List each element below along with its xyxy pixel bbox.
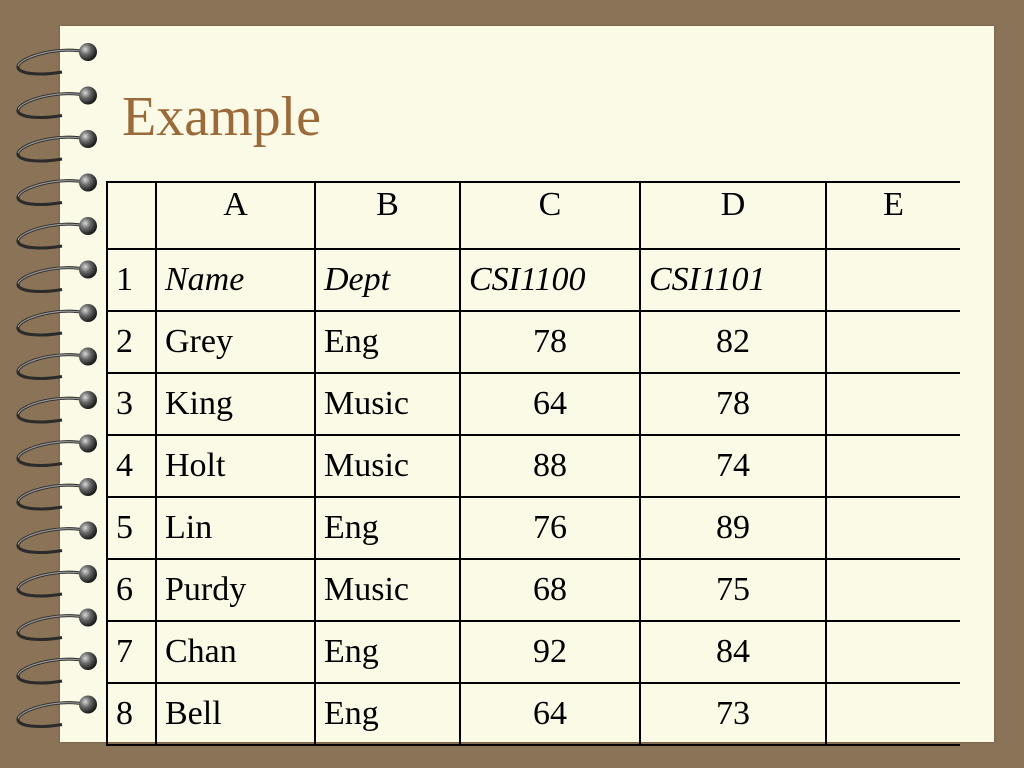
table-cell — [826, 683, 960, 745]
table-cell: 73 — [640, 683, 826, 745]
row-number-cell: 3 — [107, 373, 156, 435]
table-cell: 89 — [640, 497, 826, 559]
table-row — [107, 559, 960, 621]
table-cell: Holt — [156, 435, 315, 497]
row-number-cell: 8 — [107, 683, 156, 745]
table-cell — [826, 373, 960, 435]
table-cell: Dept — [315, 249, 460, 311]
table-cell: 64 — [460, 683, 640, 745]
table-cell: CSI1100 — [460, 249, 640, 311]
table-cell: King — [156, 373, 315, 435]
table-cell: Name — [156, 249, 315, 311]
table-cell: 84 — [640, 621, 826, 683]
table-row — [107, 683, 960, 745]
table-cell: CSI1101 — [640, 249, 826, 311]
table-cell: 64 — [460, 373, 640, 435]
row-number-cell: 4 — [107, 435, 156, 497]
slide-title: Example — [122, 86, 322, 148]
table-cell — [826, 559, 960, 621]
column-header: D — [640, 182, 826, 249]
table-cell — [826, 249, 960, 311]
table-cell: Music — [315, 435, 460, 497]
table-cell: Music — [315, 559, 460, 621]
table-cell: 68 — [460, 559, 640, 621]
row-number-cell: 7 — [107, 621, 156, 683]
corner-cell — [107, 182, 156, 249]
column-header: E — [826, 182, 960, 249]
table-row — [107, 373, 960, 435]
table-cell — [826, 497, 960, 559]
column-header: C — [460, 182, 640, 249]
table-cell: Bell — [156, 683, 315, 745]
header-row — [107, 182, 960, 249]
table-cell — [826, 435, 960, 497]
table-cell — [826, 311, 960, 373]
table-cell: 92 — [460, 621, 640, 683]
table-cell: 74 — [640, 435, 826, 497]
table-row — [107, 249, 960, 311]
row-number-cell: 1 — [107, 249, 156, 311]
table-cell: Eng — [315, 683, 460, 745]
table-cell — [826, 621, 960, 683]
table-cell: Eng — [315, 497, 460, 559]
table-cell: 75 — [640, 559, 826, 621]
row-number-cell: 6 — [107, 559, 156, 621]
table-row — [107, 435, 960, 497]
table-cell: Chan — [156, 621, 315, 683]
table-cell: Grey — [156, 311, 315, 373]
table-cell: Lin — [156, 497, 315, 559]
table-row — [107, 311, 960, 373]
column-header: B — [315, 182, 460, 249]
table-cell: 78 — [460, 311, 640, 373]
table-cell: Eng — [315, 621, 460, 683]
column-header: A — [156, 182, 315, 249]
spreadsheet-table — [106, 181, 960, 746]
table-cell: 78 — [640, 373, 826, 435]
table-cell: 88 — [460, 435, 640, 497]
table-cell: Music — [315, 373, 460, 435]
table-cell: Purdy — [156, 559, 315, 621]
table-cell: 82 — [640, 311, 826, 373]
table-row — [107, 621, 960, 683]
row-number-cell: 2 — [107, 311, 156, 373]
row-number-cell: 5 — [107, 497, 156, 559]
table-row — [107, 497, 960, 559]
table-cell: Eng — [315, 311, 460, 373]
table-cell: 76 — [460, 497, 640, 559]
